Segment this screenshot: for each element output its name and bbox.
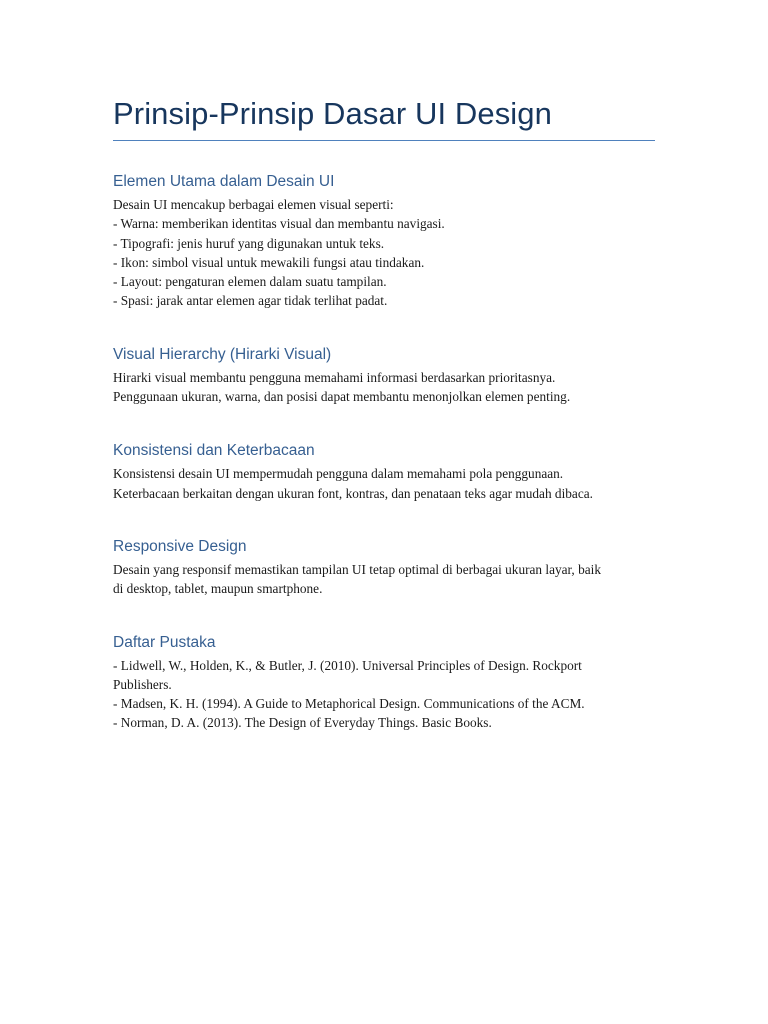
- section-heading: Visual Hierarchy (Hirarki Visual): [113, 345, 332, 363]
- section-daftar-pustaka: [113, 632, 655, 733]
- reference-line: - Madsen, K. H. (1994). A Guide to Metaphorical Design. Communications of the ACM.: [113, 696, 585, 712]
- body-line: Hirarki visual membantu pengguna memahami informasi berdasarkan prioritasnya.: [113, 369, 556, 385]
- body-line: di desktop, tablet, maupun smartphone.: [113, 581, 323, 597]
- reference-list: [113, 656, 655, 733]
- section-elemen-utama: [113, 171, 655, 311]
- section-heading: Responsive Design: [113, 537, 247, 555]
- body-line: Konsistensi desain UI mempermudah pengguna dalam memahami pola penggunaan.: [113, 466, 564, 482]
- section-body: [113, 195, 655, 311]
- section-visual-hierarchy: [113, 344, 655, 407]
- body-line: - Warna: memberikan identitas visual dan membantu navigasi.: [113, 216, 445, 232]
- reference-line: Publishers.: [113, 676, 172, 692]
- section-responsive-design: [113, 536, 655, 599]
- section-heading: Daftar Pustaka: [113, 633, 216, 651]
- body-line: Desain yang responsif memastikan tampilan UI tetap optimal di berbagai ukuran layar, baik: [113, 561, 601, 577]
- document-page: [113, 92, 655, 733]
- body-line: Penggunaan ukuran, warna, dan posisi dapat membantu menonjolkan elemen penting.: [113, 389, 571, 405]
- reference-line: - Lidwell, W., Holden, K., & Butler, J. (2010). Universal Principles of Design. Rockport: [113, 657, 582, 673]
- section-body: [113, 368, 655, 407]
- section-heading: Konsistensi dan Keterbacaan: [113, 442, 315, 460]
- body-line: - Ikon: simbol visual untuk mewakili fungsi atau tindakan.: [113, 254, 425, 270]
- body-line: Desain UI mencakup berbagai elemen visual seperti:: [113, 197, 394, 212]
- body-line: - Layout: pengaturan elemen dalam suatu tampilan.: [113, 274, 387, 290]
- section-heading: Elemen Utama dalam Desain UI: [113, 173, 335, 190]
- document-title: Prinsip-Prinsip Dasar UI Design: [113, 96, 552, 131]
- section-body: [113, 464, 655, 503]
- section-body: [113, 560, 655, 599]
- body-line: Keterbacaan berkaitan dengan ukuran font, kontras, dan penataan teks agar mudah dibaca.: [113, 485, 593, 501]
- reference-line: - Norman, D. A. (2013). The Design of Everyday Things. Basic Books.: [113, 715, 492, 731]
- body-line: - Spasi: jarak antar elemen agar tidak terlihat padat.: [113, 293, 388, 309]
- body-line: - Tipografi: jenis huruf yang digunakan untuk teks.: [113, 235, 385, 251]
- title-underline-divider: [113, 140, 655, 141]
- section-konsistensi: [113, 440, 655, 503]
